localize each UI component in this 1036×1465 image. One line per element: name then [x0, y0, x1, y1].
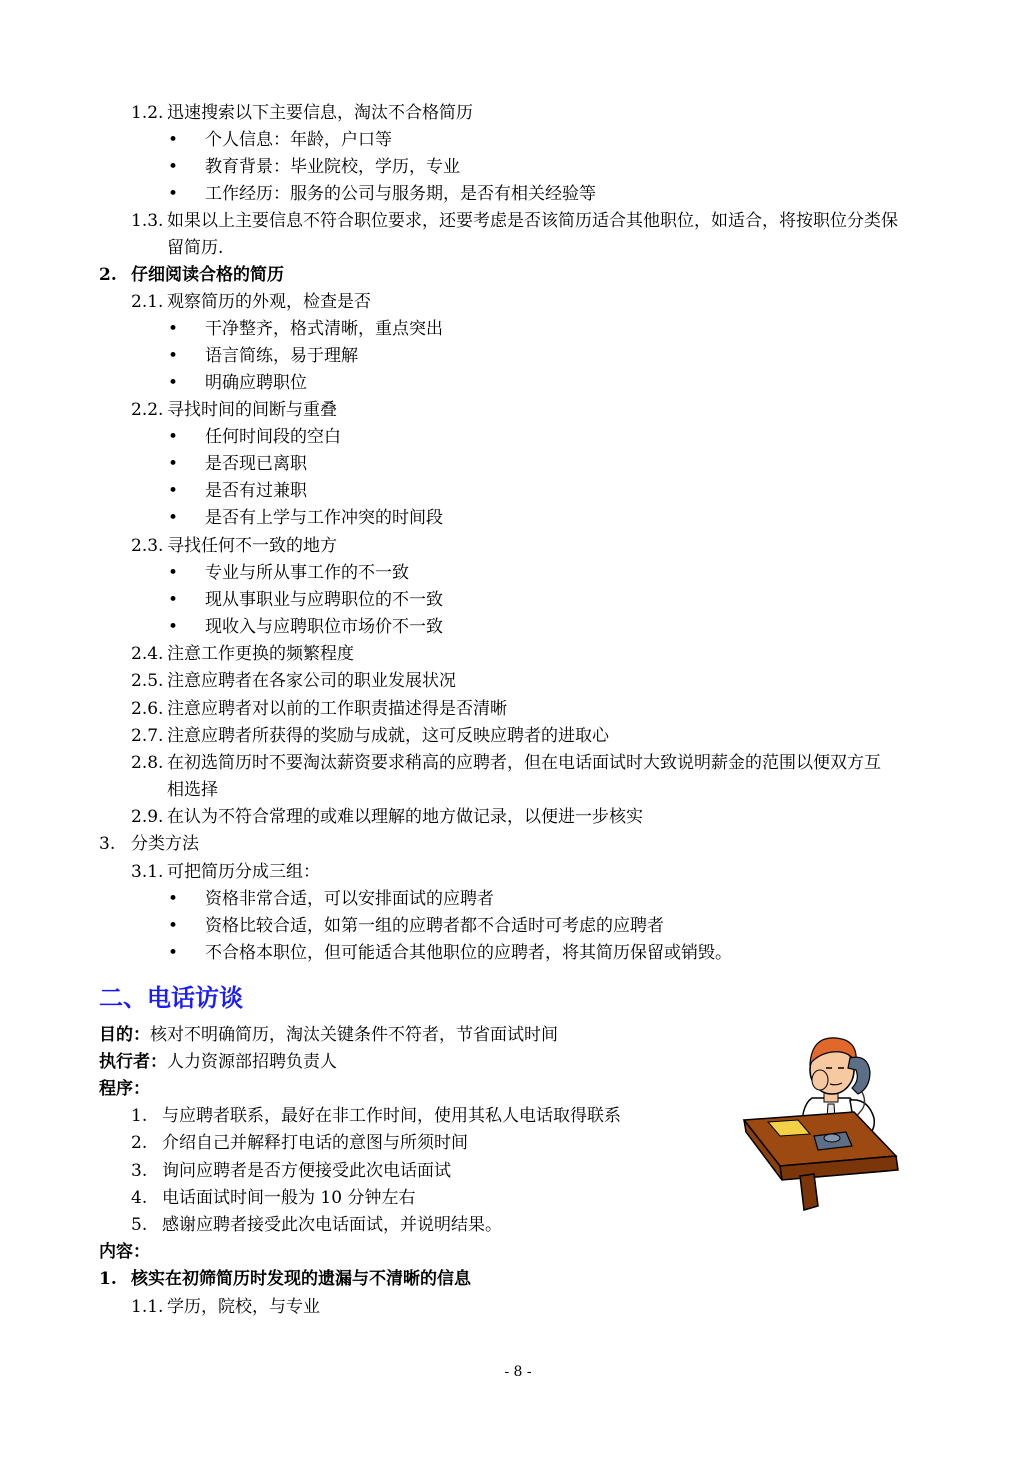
executor-label: 执行者：: [99, 1052, 167, 1072]
step-number: 1.: [131, 1106, 148, 1126]
step-text: 与应聘者联系，最好在非工作时间，使用其私人电话取得联系: [162, 1106, 621, 1126]
item-text: 注意应聘者在各家公司的职业发展状况: [167, 671, 456, 691]
item-text: 注意工作更换的频繁程度: [167, 644, 354, 664]
heading-number: 1.: [99, 1269, 117, 1289]
item-text-continued: 留简历.: [167, 238, 224, 258]
item-text: 寻找时间的间断与重叠: [167, 400, 337, 420]
section-title: 二、电话访谈: [99, 984, 243, 1012]
bullet-text: 教育背景：毕业院校，学历，专业: [205, 157, 460, 177]
item-number: 2.3.: [131, 536, 164, 556]
item-number: 2.7.: [131, 726, 164, 746]
heading-text: 核实在初筛简历时发现的遗漏与不清晰的信息: [131, 1269, 471, 1289]
bullet-icon: •: [168, 373, 179, 393]
bullet-icon: •: [168, 157, 179, 177]
bullet-icon: •: [168, 454, 179, 474]
heading-number: 2.: [99, 265, 117, 285]
item-text: 迅速搜索以下主要信息，淘汰不合格简历: [167, 103, 473, 123]
item-text-continued: 相选择: [167, 780, 218, 800]
step-number: 2.: [131, 1133, 148, 1153]
bullet-text: 是否现已离职: [205, 454, 307, 474]
executor-line: [99, 1050, 337, 1074]
bullet-icon: •: [168, 130, 179, 150]
item-number: 2.9.: [131, 807, 164, 827]
item-text: 学历，院校，与专业: [167, 1297, 320, 1317]
item-text: 在初选简历时不要淘汰薪资要求稍高的应聘者，但在电话面试时大致说明薪金的范围以便双方互: [167, 753, 881, 773]
bullet-icon: •: [168, 617, 179, 637]
item-text: 注意应聘者所获得的奖励与成就，这可反映应聘者的进取心: [167, 726, 609, 746]
step-text: 电话面试时间一般为 10 分钟左右: [162, 1188, 416, 1208]
bullet-icon: •: [168, 481, 179, 501]
step-text: 询问应聘者是否方便接受此次电话面试: [162, 1161, 451, 1181]
purpose-text: 核对不明确简历，淘汰关键条件不符者，节省面试时间: [150, 1025, 558, 1045]
item-text: 寻找任何不一致的地方: [167, 536, 337, 556]
step-text: 感谢应聘者接受此次电话面试，并说明结果。: [162, 1215, 502, 1235]
bullet-icon: •: [168, 943, 179, 963]
bullet-text: 是否有过兼职: [205, 481, 307, 501]
item-number: 2.4.: [131, 644, 164, 664]
bullet-icon: •: [168, 346, 179, 366]
item-number: 1.2.: [131, 103, 164, 123]
bullet-text: 专业与所从事工作的不一致: [205, 563, 409, 583]
page-number: - 8 -: [504, 1364, 532, 1380]
content-label: 内容：: [99, 1242, 150, 1262]
bullet-text: 现收入与应聘职位市场价不一致: [205, 617, 443, 637]
bullet-icon: •: [168, 916, 179, 936]
bullet-text: 现从事职业与应聘职位的不一致: [205, 590, 443, 610]
bullet-text: 不合格本职位，但可能适合其他职位的应聘者，将其简历保留或销毁。: [205, 943, 732, 963]
item-text: 注意应聘者对以前的工作职责描述得是否清晰: [167, 699, 507, 719]
heading-text: 仔细阅读合格的简历: [131, 265, 284, 285]
bullet-text: 是否有上学与工作冲突的时间段: [205, 508, 443, 528]
bullet-text: 明确应聘职位: [205, 373, 307, 393]
executor-text: 人力资源部招聘负责人: [167, 1052, 337, 1072]
bullet-text: 个人信息：年龄，户口等: [205, 130, 392, 150]
step-number: 3.: [131, 1161, 148, 1181]
bullet-icon: •: [168, 508, 179, 528]
bullet-text: 语言简练，易于理解: [205, 346, 358, 366]
bullet-icon: •: [168, 889, 179, 909]
item-number: 2.6.: [131, 699, 164, 719]
item-text: 观察简历的外观，检查是否: [167, 292, 371, 312]
item-number: 2.8.: [131, 753, 164, 773]
step-number: 5.: [131, 1215, 148, 1235]
item-number: 2.5.: [131, 671, 164, 691]
item-number: 1.1.: [131, 1297, 164, 1317]
item-text: 在认为不符合常理的或难以理解的地方做记录，以便进一步核实: [167, 807, 643, 827]
bullet-icon: •: [168, 563, 179, 583]
bullet-icon: •: [168, 590, 179, 610]
heading-number: 3.: [99, 834, 116, 854]
purpose-line: [99, 1023, 558, 1047]
step-text: 介绍自己并解释打电话的意图与所须时间: [162, 1133, 468, 1153]
purpose-label: 目的：: [99, 1025, 150, 1045]
bullet-icon: •: [168, 319, 179, 339]
bullet-text: 任何时间段的空白: [205, 427, 341, 447]
item-number: 2.2.: [131, 400, 164, 420]
procedure-label: 程序：: [99, 1079, 150, 1099]
heading-text: 分类方法: [131, 834, 199, 854]
item-text: 如果以上主要信息不符合职位要求，还要考虑是否该简历适合其他职位，如适合，将按职位分类保: [167, 211, 898, 231]
item-number: 1.3.: [131, 211, 164, 231]
phone-call-clipart-icon: [740, 1028, 902, 1212]
bullet-icon: •: [168, 184, 179, 204]
step-number: 4.: [131, 1188, 148, 1208]
item-text: 可把简历分成三组：: [167, 862, 320, 882]
item-number: 2.1.: [131, 292, 164, 312]
bullet-icon: •: [168, 427, 179, 447]
item-number: 3.1.: [131, 862, 164, 882]
bullet-text: 资格非常合适，可以安排面试的应聘者: [205, 889, 494, 909]
bullet-text: 工作经历：服务的公司与服务期，是否有相关经验等: [205, 184, 596, 204]
bullet-text: 干净整齐，格式清晰，重点突出: [205, 319, 443, 339]
bullet-text: 资格比较合适，如第一组的应聘者都不合适时可考虑的应聘者: [205, 916, 664, 936]
